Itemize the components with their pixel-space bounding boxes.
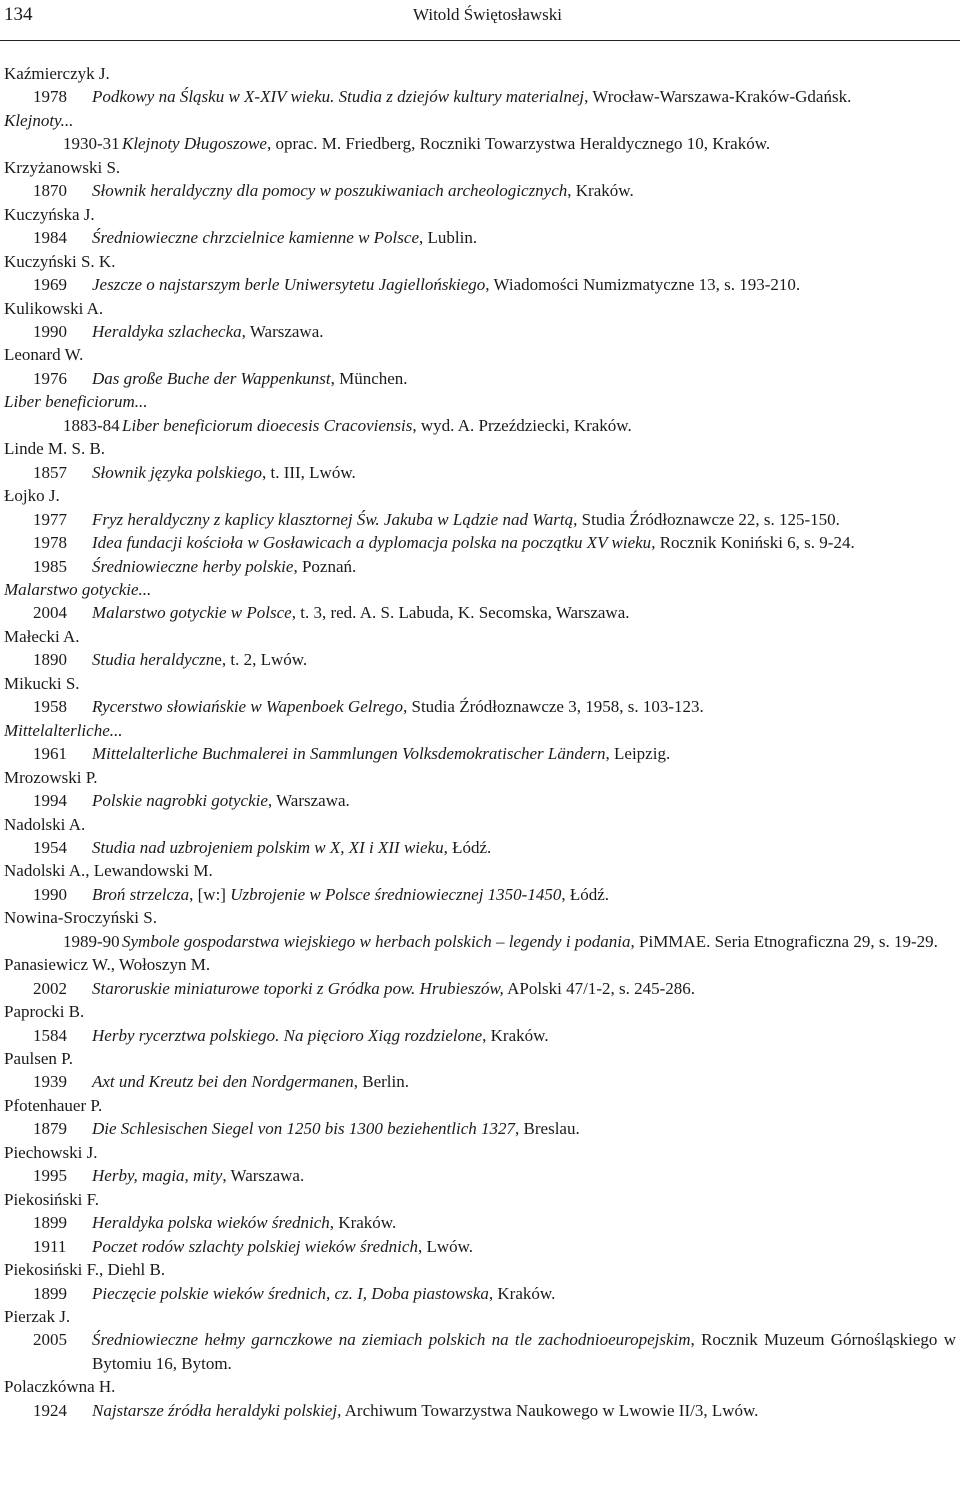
reference-author: Polaczkówna H.: [4, 1377, 116, 1397]
reference-entry: [4, 1094, 956, 1141]
work-title: Die Schlesischen Siegel von 1250 bis 1300 beziehentlich 1327: [92, 1119, 516, 1139]
work-year: 1883-84: [63, 415, 120, 435]
work-title: Mittelalterliche Buchmalerei in Sammlungen Volksdemokratischer Ländern: [92, 744, 606, 764]
work-details: e, t. 2, Lwów.: [214, 650, 308, 670]
reference-work: [4, 1328, 956, 1375]
reference-entry: [4, 343, 956, 390]
work-details: , t. 3, red. A. S. Labuda, K. Secomska, Warszawa.: [291, 603, 630, 623]
work-year: 2002: [33, 978, 67, 998]
reference-entry: [4, 953, 956, 1000]
work-details: , Kraków.: [329, 1213, 397, 1233]
reference-work: [4, 1024, 956, 1047]
work-details: , Kraków.: [488, 1283, 556, 1303]
work-details: , Wrocław-Warszawa-Kraków-Gdańsk.: [584, 87, 852, 107]
work-year: 1989-90: [63, 931, 120, 951]
work-year: 1984: [33, 228, 67, 248]
work-year: 1978: [33, 533, 67, 553]
work-details: , oprac. M. Friedberg, Roczniki Towarzystwa Heraldycznego 10, Kraków.: [266, 134, 771, 154]
reference-author: Linde M. S. B.: [4, 439, 106, 459]
reference-entry: [4, 297, 956, 344]
reference-work: [4, 273, 956, 296]
work-details: , Łódź.: [443, 837, 492, 857]
reference-work: [4, 977, 956, 1000]
reference-work: [4, 132, 956, 155]
reference-author: Piekosiński F., Diehl B.: [4, 1260, 166, 1280]
reference-work: [4, 226, 956, 249]
reference-author: Piekosiński F.: [4, 1189, 99, 1209]
work-details: , PiMMAE. Seria Etnograficzna 29, s. 19-29.: [630, 931, 938, 951]
work-year: 1939: [33, 1072, 67, 1092]
work-details: , wyd. A. Przeździecki, Kraków.: [412, 415, 632, 435]
work-year: 1870: [33, 181, 67, 201]
work-details: , Poznań.: [293, 556, 357, 576]
work-details: , Rocznik Muzeum Górnośląskiego w Bytomiu 16, Bytom.: [92, 1330, 956, 1373]
running-head: Witold Świętosławski: [412, 5, 562, 24]
work-details: , Warszawa.: [222, 1166, 305, 1186]
work-year: 1978: [33, 87, 67, 107]
work-year: 1879: [33, 1119, 67, 1139]
work-year: 1969: [33, 275, 67, 295]
work-year: 1958: [33, 697, 67, 717]
work-title: Słownik języka polskiego: [92, 462, 262, 482]
work-details: , Kraków.: [567, 181, 634, 201]
reference-author: Łojko J.: [4, 486, 60, 506]
work-year: 1857: [33, 462, 67, 482]
work-details-secondary: , Łódź.: [561, 884, 610, 904]
reference-entry: [4, 719, 956, 766]
work-year: 1954: [33, 837, 67, 857]
reference-author: Małecki A.: [4, 626, 80, 646]
reference-entry: [4, 390, 956, 437]
work-title: Idea fundacji kościoła w Gosławicach a dyplomacja polska na początku XV wieku: [92, 533, 652, 553]
work-year: 1985: [33, 556, 67, 576]
reference-entry: [4, 578, 956, 625]
reference-work: [4, 320, 956, 343]
reference-author: Klejnoty...: [4, 110, 74, 130]
work-year: 1924: [33, 1400, 67, 1420]
reference-author: Paprocki B.: [4, 1002, 85, 1022]
reference-work: [4, 930, 956, 953]
work-title: Heraldyka szlachecka: [92, 321, 242, 341]
reference-author: Kuczyński S. K.: [4, 251, 116, 271]
work-year: 1911: [33, 1236, 67, 1256]
reference-work: [4, 695, 956, 718]
reference-entry: [4, 1188, 956, 1258]
work-title: Rycerstwo słowiańskie w Wapenboek Gelrego: [92, 697, 403, 717]
reference-entry: [4, 250, 956, 297]
work-title: Das große Buche der Wappenkunst: [92, 368, 331, 388]
work-details: , [w:]: [189, 884, 231, 904]
reference-entry: [4, 484, 956, 578]
reference-author: Nowina-Sroczyński S.: [4, 908, 157, 928]
work-title: Jeszcze o najstarszym berle Uniwersytetu Jagiellońskiego: [92, 275, 486, 295]
work-year: 1899: [33, 1213, 67, 1233]
reference-work: [4, 85, 956, 108]
reference-entry: [4, 766, 956, 813]
reference-work: [4, 1070, 956, 1093]
reference-author: Nadolski A.: [4, 814, 86, 834]
work-details: , Breslau.: [515, 1119, 580, 1139]
work-title: Studia nad uzbrojeniem polskim w X, XI i XII wieku: [92, 837, 444, 857]
reference-work: [4, 414, 956, 437]
reference-entry: [4, 906, 956, 953]
work-details: , Lublin.: [418, 228, 478, 248]
work-title: Słownik heraldyczny dla pomocy w poszukiwaniach archeologicznych: [92, 181, 568, 201]
work-details: , Leipzig.: [605, 744, 671, 764]
work-title: Poczet rodów szlachty polskiej wieków średnich: [92, 1236, 418, 1256]
reference-entry: [4, 1305, 956, 1375]
reference-author: Mittelalterliche...: [4, 720, 123, 740]
reference-work: [4, 883, 956, 906]
work-details: APolski 47/1-2, s. 245-286.: [503, 978, 696, 998]
reference-entry: [4, 1141, 956, 1188]
reference-author: Krzyżanowski S.: [4, 157, 121, 177]
reference-work: [4, 648, 956, 671]
work-title: Średniowieczne hełmy garnczkowe na ziemiach polskich na tle zachodnioeuropejskim: [92, 1330, 691, 1350]
work-title: Staroruskie miniaturowe toporki z Gródka pow. Hrubieszów,: [92, 978, 504, 998]
work-title: Liber beneficiorum dioecesis Cracoviensis: [122, 415, 413, 435]
work-year: 1584: [33, 1025, 67, 1045]
work-details: , Wiadomości Numizmatyczne 13, s. 193-210.: [485, 275, 801, 295]
reference-author: Leonard W.: [4, 345, 84, 365]
page-number: 134: [4, 4, 33, 25]
work-title: Herby, magia, mity: [92, 1166, 223, 1186]
reference-author: Mrozowski P.: [4, 767, 98, 787]
work-details: , Warszawa.: [241, 321, 324, 341]
work-year: 1930-31: [63, 134, 120, 154]
work-details: , t. III, Lwów.: [261, 462, 356, 482]
reference-author: Kulikowski A.: [4, 298, 104, 318]
reference-author: Pfotenhauer P.: [4, 1095, 103, 1115]
work-details: , Kraków.: [482, 1025, 549, 1045]
work-year: 1977: [33, 509, 67, 529]
reference-entry: [4, 859, 956, 906]
reference-work: [4, 789, 956, 812]
reference-author: Liber beneficiorum...: [4, 392, 148, 412]
work-title: Polskie nagrobki gotyckie: [92, 791, 268, 811]
reference-entry: [4, 1000, 956, 1047]
reference-entry: [4, 672, 956, 719]
work-year: 1995: [33, 1166, 67, 1186]
reference-work: [4, 555, 956, 578]
work-details: , Archiwum Towarzystwa Naukowego w Lwowie II/3, Lwów.: [337, 1400, 759, 1420]
reference-author: Paulsen P.: [4, 1049, 73, 1069]
reference-author: Malarstwo gotyckie...: [4, 579, 152, 599]
work-year: 1990: [33, 321, 67, 341]
reference-entry: [4, 813, 956, 860]
reference-work: [4, 508, 956, 531]
reference-work: [4, 1399, 956, 1422]
reference-work: [4, 461, 956, 484]
work-year: 1976: [33, 368, 67, 388]
work-title: Malarstwo gotyckie w Polsce: [92, 603, 292, 623]
reference-work: [4, 836, 956, 859]
work-year: 2004: [33, 603, 67, 623]
bibliography-list: [4, 62, 956, 1422]
work-year: 1990: [33, 884, 67, 904]
work-title: Herby rycerztwa polskiego. Na pięcioro Xiąg rozdzielone: [92, 1025, 483, 1045]
reference-author: Mikucki S.: [4, 673, 80, 693]
reference-work: [4, 742, 956, 765]
work-title: Podkowy na Śląsku w X-XIV wieku. Studia z dziejów kultury materialnej: [92, 87, 585, 107]
reference-entry: [4, 1258, 956, 1305]
work-year: 1899: [33, 1283, 67, 1303]
reference-entry: [4, 156, 956, 203]
reference-entry: [4, 1375, 956, 1422]
work-details: , Lwów.: [417, 1236, 474, 1256]
reference-work: [4, 1211, 956, 1234]
reference-entry: [4, 1047, 956, 1094]
work-title: Klejnoty Długoszowe: [122, 134, 267, 154]
work-title: Studia heraldyczn: [92, 650, 215, 670]
work-title: Średniowieczne chrzcielnice kamienne w Polsce: [92, 228, 419, 248]
reference-author: Nadolski A., Lewandowski M.: [4, 861, 213, 881]
reference-work: [4, 179, 956, 202]
work-title: Średniowieczne herby polskie: [92, 556, 294, 576]
reference-work: [4, 1282, 956, 1305]
work-details: , München.: [330, 368, 408, 388]
reference-entry: [4, 203, 956, 250]
reference-work: [4, 601, 956, 624]
work-title: Heraldyka polska wieków średnich: [92, 1213, 330, 1233]
reference-author: Kaźmierczyk J.: [4, 64, 110, 83]
reference-author: Panasiewicz W., Wołoszyn M.: [4, 955, 211, 975]
work-title: Fryz heraldyczny z kaplicy klasztornej Św. Jakuba w Lądzie nad Wartą: [92, 509, 574, 529]
reference-author: Pierzak J.: [4, 1307, 71, 1327]
reference-work: [4, 531, 956, 554]
work-title: Pieczęcie polskie wieków średnich, cz. I, Doba piastowska: [92, 1283, 489, 1303]
work-details: , Warszawa.: [267, 791, 350, 811]
reference-work: [4, 1164, 956, 1187]
work-year: 1890: [33, 650, 67, 670]
reference-work: [4, 367, 956, 390]
work-details: , Studia Źródłoznawcze 3, 1958, s. 103-123.: [403, 697, 704, 717]
reference-author: Piechowski J.: [4, 1142, 98, 1162]
reference-work: [4, 1235, 956, 1258]
work-title: Symbole gospodarstwa wiejskiego w herbach polskich – legendy i podania: [122, 931, 631, 951]
work-title: Axt und Kreutz bei den Nordgermanen: [92, 1072, 354, 1092]
reference-entry: [4, 625, 956, 672]
work-title: Broń strzelcza: [92, 884, 190, 904]
reference-work: [4, 1117, 956, 1140]
work-title-secondary: Uzbrojenie w Polsce średniowiecznej 1350-1450: [230, 884, 562, 904]
work-year: 1994: [33, 791, 67, 811]
work-title: Najstarsze źródła heraldyki polskiej: [92, 1400, 338, 1420]
reference-entry: [4, 437, 956, 484]
page-header: [0, 0, 960, 41]
work-details: , Studia Źródłoznawcze 22, s. 125-150.: [573, 509, 840, 529]
work-details: , Rocznik Koniński 6, s. 9-24.: [651, 533, 855, 553]
work-details: , Berlin.: [353, 1072, 409, 1092]
work-year: 1961: [33, 744, 67, 764]
reference-author: Kuczyńska J.: [4, 204, 95, 224]
work-year: 2005: [33, 1330, 67, 1350]
reference-entry: [4, 62, 956, 109]
reference-entry: [4, 109, 956, 156]
